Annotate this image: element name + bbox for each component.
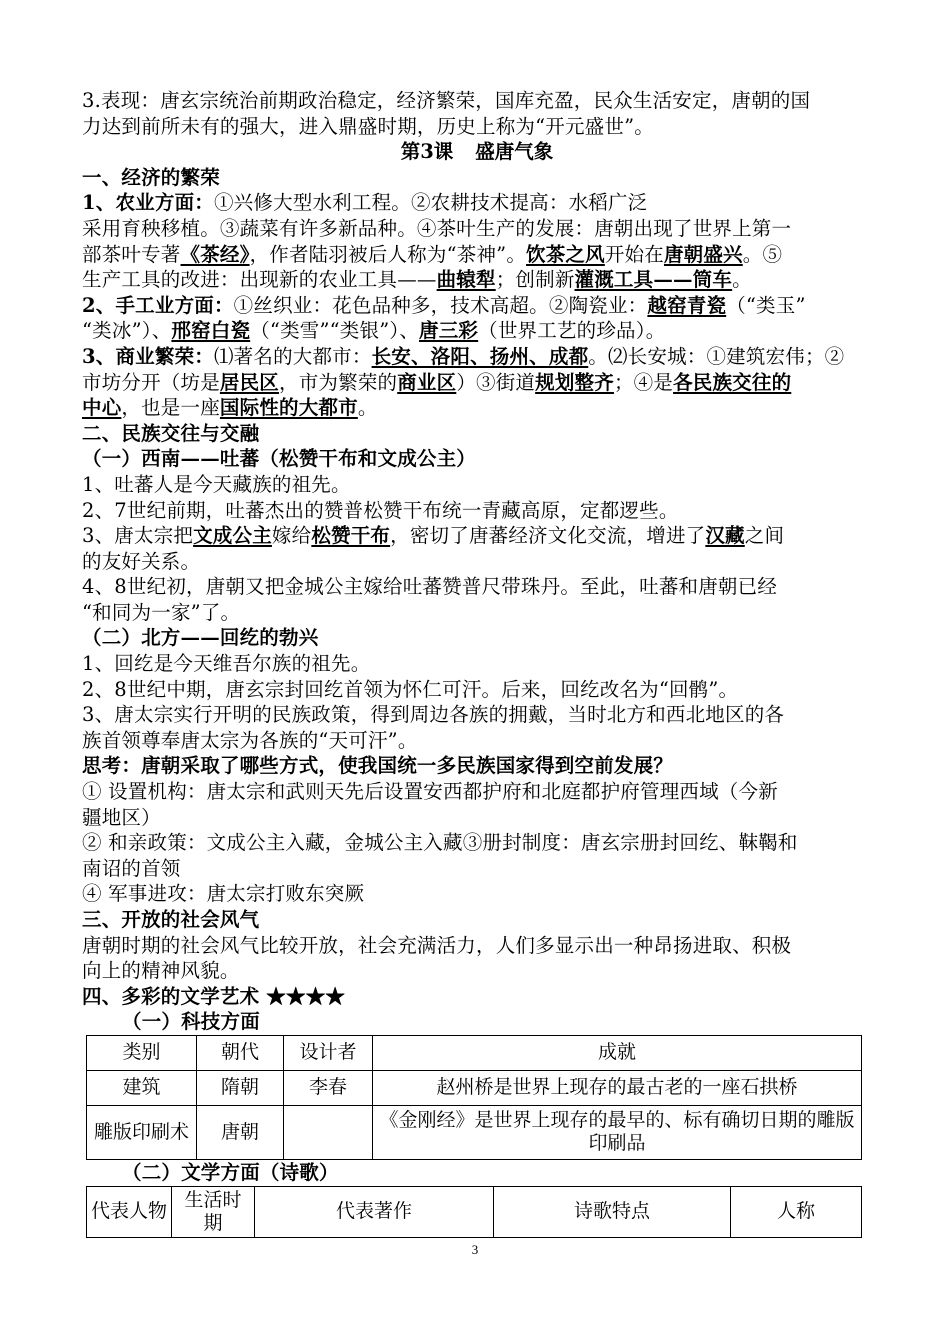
tubo-point-3: 3、唐太宗把文成公主嫁给松赞干布，密切了唐蕃经济文化交流，增进了汉藏之间 的友好关系。 xyxy=(82,524,785,573)
huihe-point-3: 3、唐太宗实行开明的民族政策，得到周边各族的拥戴，当时北方和西北地区的各 族首领尊奉唐太宗为各族的“天可汗”。 xyxy=(82,703,785,752)
section-heading-economy: 一、经济的繁荣 xyxy=(82,165,220,189)
intro-line-2: 力达到前所未有的强大，进入鼎盛时期，历史上称为“开元盛世”。 xyxy=(82,114,654,138)
subheading-tubo: （一）西南——吐蕃（松赞干布和文成公主） xyxy=(82,447,477,471)
header-cell: 诗歌特点 xyxy=(494,1186,731,1237)
table-cell: 唐朝 xyxy=(197,1105,284,1159)
table-cell xyxy=(284,1105,373,1159)
table-row xyxy=(87,1105,862,1159)
table-cell: 李春 xyxy=(284,1070,373,1105)
think-answer-3: ④ 军事进攻：唐太宗打败东突厥 xyxy=(82,882,365,906)
lesson-title: 第3课 盛唐气象 xyxy=(400,140,554,164)
tubo-point-4: 4、8世纪初，唐朝又把金城公主嫁给吐蕃赞普尺带珠丹。至此，吐蕃和唐朝已经 “和同为一家”了。 xyxy=(82,575,778,624)
header-cell: 成就 xyxy=(373,1035,862,1070)
think-question: 思考：唐朝采取了哪些方式，使我国统一多民族国家得到空前发展？ xyxy=(82,754,674,778)
header-cell: 代表著作 xyxy=(255,1186,494,1237)
think-answer-2: ② 和亲政策：文成公主入藏，金城公主入藏③册封制度：唐玄宗册封回纥、靺鞨和 南诏的首领 xyxy=(82,831,798,880)
table-header-row xyxy=(87,1035,862,1070)
header-cell: 人称 xyxy=(731,1186,862,1237)
handicraft-paragraph: 2、手工业方面：①丝织业：花色品种多，技术高超。②陶瓷业：越窑青瓷（“类玉” “类冰”）、邢窑白瓷（“类雪”“类银”）、唐三彩（世界工艺的珍品）。 xyxy=(82,293,806,343)
subheading-literature: （二）文学方面（诗歌） xyxy=(122,1160,339,1184)
table-row xyxy=(87,1070,862,1105)
header-cell: 朝代 xyxy=(197,1035,284,1070)
page-number: 3 xyxy=(471,1242,479,1257)
agriculture-paragraph: 1、农业方面：①兴修大型水利工程。②农耕技术提高：水稻广泛 采用育秧移植。③蔬菜有许多新品种。④茶叶生产的发展：唐朝出现了世界上第一 部茶叶专著《茶经》，作者陆羽被后人称为“茶神”。饮茶之风开始在唐朝盛兴。⑤ 生产工具的改进：出现新的农业工具——曲辕犁；创制新灌溉工具——筒车。 xyxy=(82,191,792,292)
commerce-paragraph: 3、商业繁荣：⑴著名的大都市：长安、洛阳、扬州、成都。⑵长安城：①建筑宏伟；② 市坊分开（坊是居民区，市为繁荣的商业区）③街道规划整齐；④是各民族交往的 中心，也是一座国际性的大都市。 xyxy=(82,344,845,420)
header-cell: 设计者 xyxy=(284,1035,373,1070)
section-heading-society: 三、开放的社会风气 xyxy=(82,908,260,931)
table-cell: 雕版印刷术 xyxy=(87,1105,197,1159)
society-paragraph: 唐朝时期的社会风气比较开放，社会充满活力，人们多显示出一种昂扬进取、积极 向上的精神风貌。 xyxy=(82,933,792,983)
subheading-huihe: （二）北方——回纥的勃兴 xyxy=(82,626,319,650)
header-cell: 类别 xyxy=(87,1035,197,1070)
technology-table xyxy=(86,1035,862,1160)
table-cell: 隋朝 xyxy=(197,1070,284,1105)
intro-line-1: 3.表现：唐玄宗统治前期政治稳定，经济繁荣，国库充盈，民众生活安定，唐朝的国 xyxy=(82,89,811,112)
header-cell: 代表人物 xyxy=(87,1186,172,1237)
table-cell: 建筑 xyxy=(87,1070,197,1105)
section-heading-arts: 四、多彩的文学艺术 ★★★★ xyxy=(82,984,346,1008)
table-cell: 赵州桥是世界上现存的最古老的一座石拱桥 xyxy=(373,1070,862,1105)
table-cell: 《金刚经》是世界上现存的最早的、标有确切日期的雕版印刷品 xyxy=(373,1105,862,1159)
think-answer-1: ① 设置机构：唐太宗和武则天先后设置安西都护府和北庭都护府管理西域（今新 疆地区） xyxy=(82,780,778,829)
document-page xyxy=(82,88,872,1238)
table-header-row xyxy=(87,1186,862,1237)
section-heading-ethnic: 二、民族交往与交融 xyxy=(82,421,260,445)
huihe-point-1: 1、回纥是今天维吾尔族的祖先。 xyxy=(82,652,371,676)
poetry-table xyxy=(86,1186,862,1238)
header-cell: 生活时期 xyxy=(172,1186,255,1237)
tubo-point-1: 1、吐蕃人是今天藏族的祖先。 xyxy=(82,472,351,496)
tubo-point-2: 2、7世纪前期，吐蕃杰出的赞普松赞干布统一青藏高原，定都逻些。 xyxy=(82,498,679,522)
subheading-technology: （一）科技方面 xyxy=(122,1010,260,1034)
huihe-point-2: 2、8世纪中期，唐玄宗封回纥首领为怀仁可汗。后来，回纥改名为“回鹘”。 xyxy=(82,677,739,701)
